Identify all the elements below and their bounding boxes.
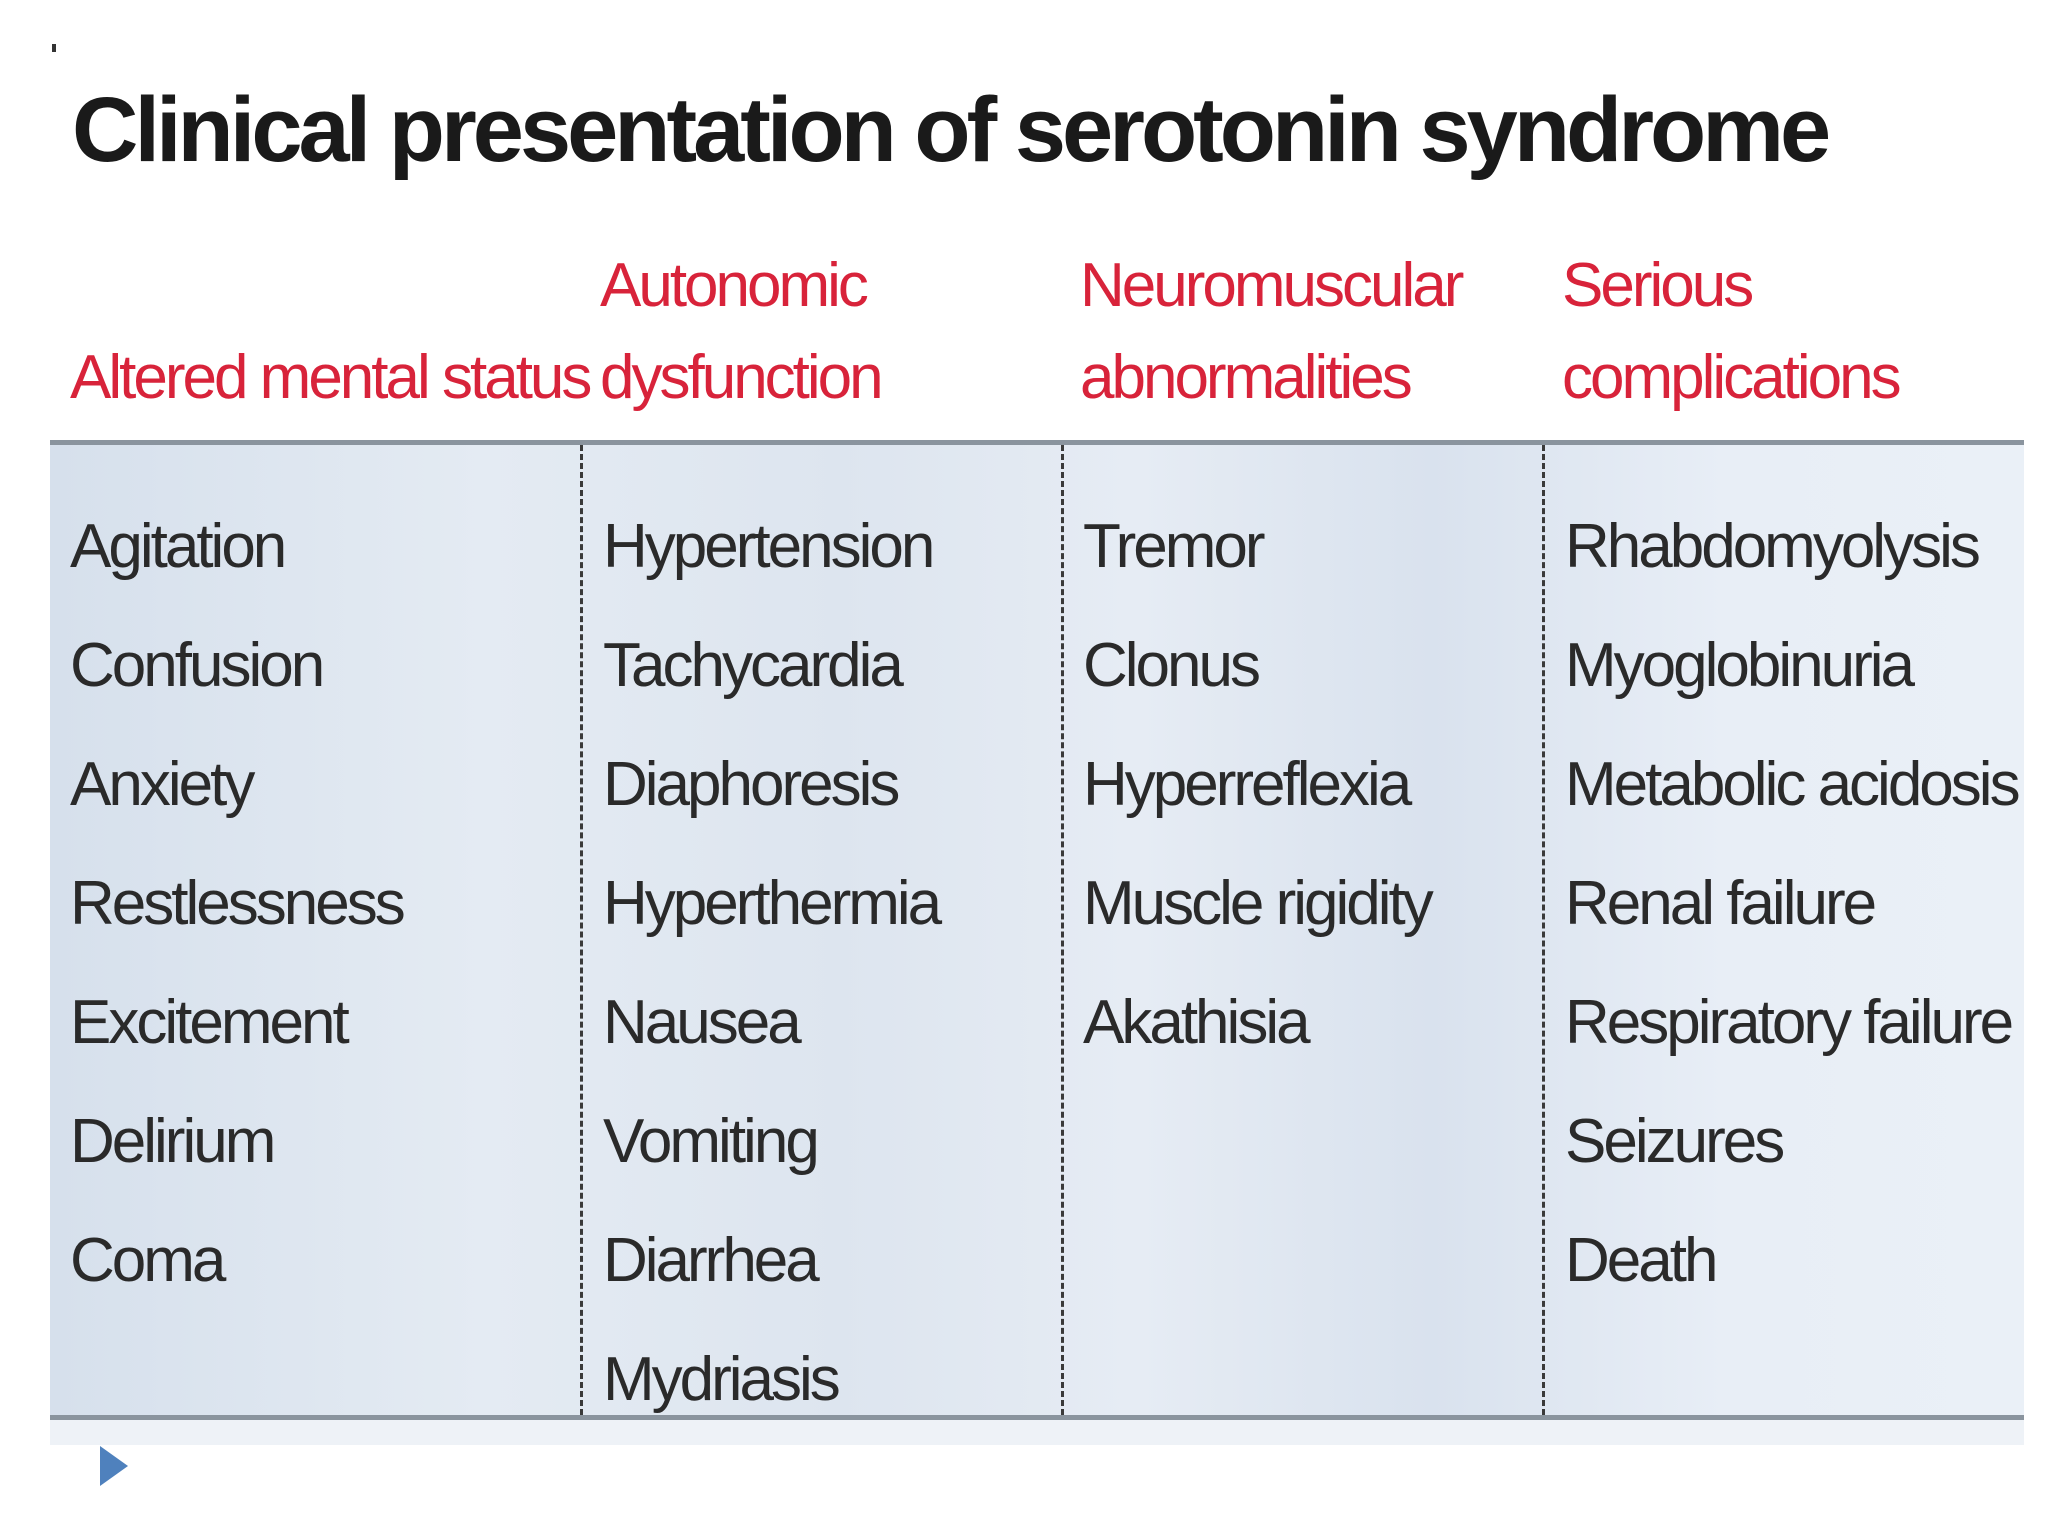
list-item: Anxiety	[70, 750, 253, 819]
list-item: Hypertension	[603, 512, 933, 581]
list-item: Clonus	[1083, 631, 1258, 700]
list-item: Diarrhea	[603, 1226, 817, 1295]
list-item: Coma	[70, 1226, 224, 1295]
list-item: Excitement	[70, 988, 347, 1057]
list-item: Diaphoresis	[603, 750, 898, 819]
bottom-band	[50, 1420, 2024, 1445]
list-item: Respiratory failure	[1565, 988, 2012, 1057]
column-autonomic-dysfunction	[580, 445, 1061, 1415]
list-item: Mydriasis	[603, 1345, 838, 1414]
list-item: Tachycardia	[603, 631, 901, 700]
list-item: Death	[1565, 1226, 1716, 1295]
column-header-line: Serious	[1562, 251, 1752, 320]
table-body	[50, 445, 2024, 1415]
column-serious-complications	[1542, 445, 2024, 1415]
column-header-neuromuscular-abnormalities	[1080, 240, 1461, 424]
page-title: Clinical presentation of serotonin syndrome	[72, 79, 1828, 181]
list-item: Rhabdomyolysis	[1565, 512, 1978, 581]
column-header-line: complications	[1562, 343, 1899, 412]
corner-mark	[52, 44, 56, 52]
triangle-bullet-icon	[100, 1446, 128, 1486]
list-item: Renal failure	[1565, 869, 1875, 938]
table-header-row	[50, 230, 2024, 440]
column-header-altered-mental-status	[70, 332, 589, 424]
list-item: Myoglobinuria	[1565, 631, 1912, 700]
column-header-line: abnormalities	[1080, 343, 1410, 412]
column-header-line: dysfunction	[600, 343, 881, 412]
list-item: Vomiting	[603, 1107, 817, 1176]
list-item: Hyperthermia	[603, 869, 940, 938]
symptom-table	[50, 230, 2024, 1445]
column-header-serious-complications	[1562, 240, 1899, 424]
list-item: Nausea	[603, 988, 799, 1057]
list-item: Agitation	[70, 512, 285, 581]
list-item: Metabolic acidosis	[1565, 750, 2018, 819]
column-neuromuscular-abnormalities	[1061, 445, 1542, 1415]
list-item: Delirium	[70, 1107, 274, 1176]
column-header-line: Altered mental status	[70, 343, 590, 412]
list-item: Hyperreflexia	[1083, 750, 1410, 819]
list-item: Muscle rigidity	[1083, 869, 1431, 938]
list-item: Restlessness	[70, 869, 403, 938]
column-header-autonomic-dysfunction	[600, 240, 881, 424]
list-item: Akathisia	[1083, 988, 1308, 1057]
column-header-line: Autonomic	[600, 251, 866, 320]
list-item: Confusion	[70, 631, 323, 700]
column-altered-mental-status	[50, 445, 580, 1415]
column-header-line: Neuromuscular	[1080, 251, 1462, 320]
list-item: Tremor	[1083, 512, 1263, 581]
list-item: Seizures	[1565, 1107, 1783, 1176]
